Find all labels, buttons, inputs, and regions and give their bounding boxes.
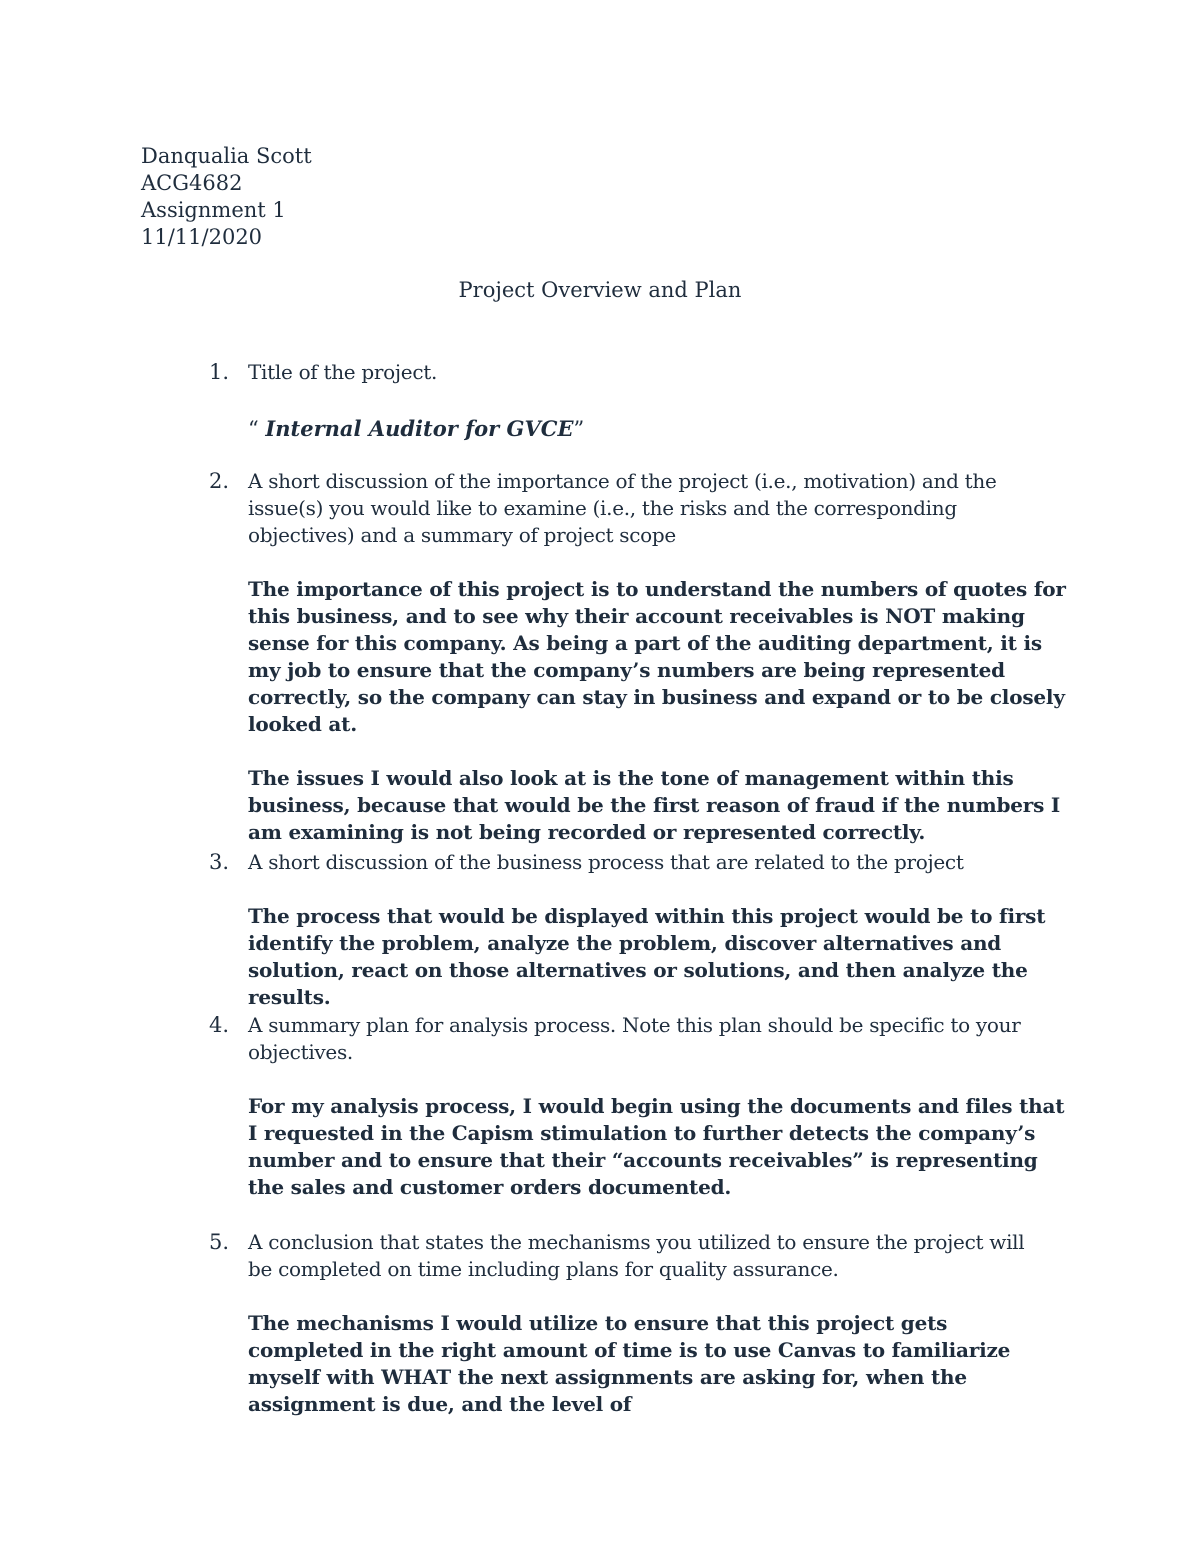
item-answer bbox=[248, 903, 1068, 1011]
quote-close: ” bbox=[573, 417, 585, 441]
course-code: ACG4682 bbox=[141, 171, 243, 195]
item-number: 2. bbox=[209, 469, 230, 493]
item-question: A short discussion of the business process that are related to the project bbox=[248, 850, 964, 874]
answer-paragraph: The importance of this project is to understand the numbers of quotes for this business, and to see why their account receivables is NOT making sense for this company. As being a part of the auditing department, it is my job to ensure that the company’s numbers are being represented correctly, so the company can stay in business and expand or to be closely looked at. bbox=[248, 577, 1066, 736]
answer-paragraph: The issues I would also look at is the tone of management within this business, because that would be the first reason of fraud if the numbers I am examining is not being recorded or represented correctly. bbox=[248, 766, 1061, 844]
page-title: Project Overview and Plan bbox=[458, 278, 742, 302]
item-number: 4. bbox=[209, 1013, 230, 1037]
item-number: 3. bbox=[209, 850, 230, 874]
item-answer bbox=[248, 1093, 1068, 1201]
item-answer bbox=[248, 1310, 1068, 1418]
author-name: Danqualia Scott bbox=[141, 144, 312, 168]
item-number: 1. bbox=[209, 360, 230, 384]
quote-open: “ bbox=[248, 417, 266, 441]
item-question: Title of the project. bbox=[248, 360, 438, 384]
item-question: A conclusion that states the mechanisms you utilized to ensure the project will be completed on time including plans for quality assurance. bbox=[248, 1230, 1025, 1281]
answer-paragraph: The mechanisms I would utilize to ensure that this project gets completed in the right amount of time is to use Canvas to familiarize myself with WHAT the next assignments are asking for, when the assignment is due, and the level of bbox=[248, 1311, 1011, 1416]
answer-paragraph: For my analysis process, I would begin using the documents and files that I requested in the Capism stimulation to further detects the company’s number and to ensure that their “accounts receivables” is representing the sales and customer orders documented. bbox=[248, 1094, 1065, 1199]
item-question: A short discussion of the importance of the project (i.e., motivation) and the issue(s) you would like to examine (i.e., the risks and the corresponding objectives) and a summary of project scope bbox=[248, 469, 997, 547]
project-title-text: Internal Auditor for GVCE bbox=[265, 416, 574, 441]
assignment-label: Assignment 1 bbox=[141, 198, 286, 222]
answer-paragraph: The process that would be displayed within this project would be to first identify the problem, analyze the problem, discover alternatives and solution, react on those alternatives or solutions, and then analyze the results. bbox=[248, 904, 1046, 1009]
project-title bbox=[248, 415, 584, 443]
item-answer bbox=[248, 576, 1068, 846]
submission-date: 11/11/2020 bbox=[141, 225, 263, 249]
item-number: 5. bbox=[209, 1230, 230, 1254]
item-question: A summary plan for analysis process. Note this plan should be specific to your objectives. bbox=[248, 1013, 1021, 1064]
document-header bbox=[141, 143, 312, 251]
